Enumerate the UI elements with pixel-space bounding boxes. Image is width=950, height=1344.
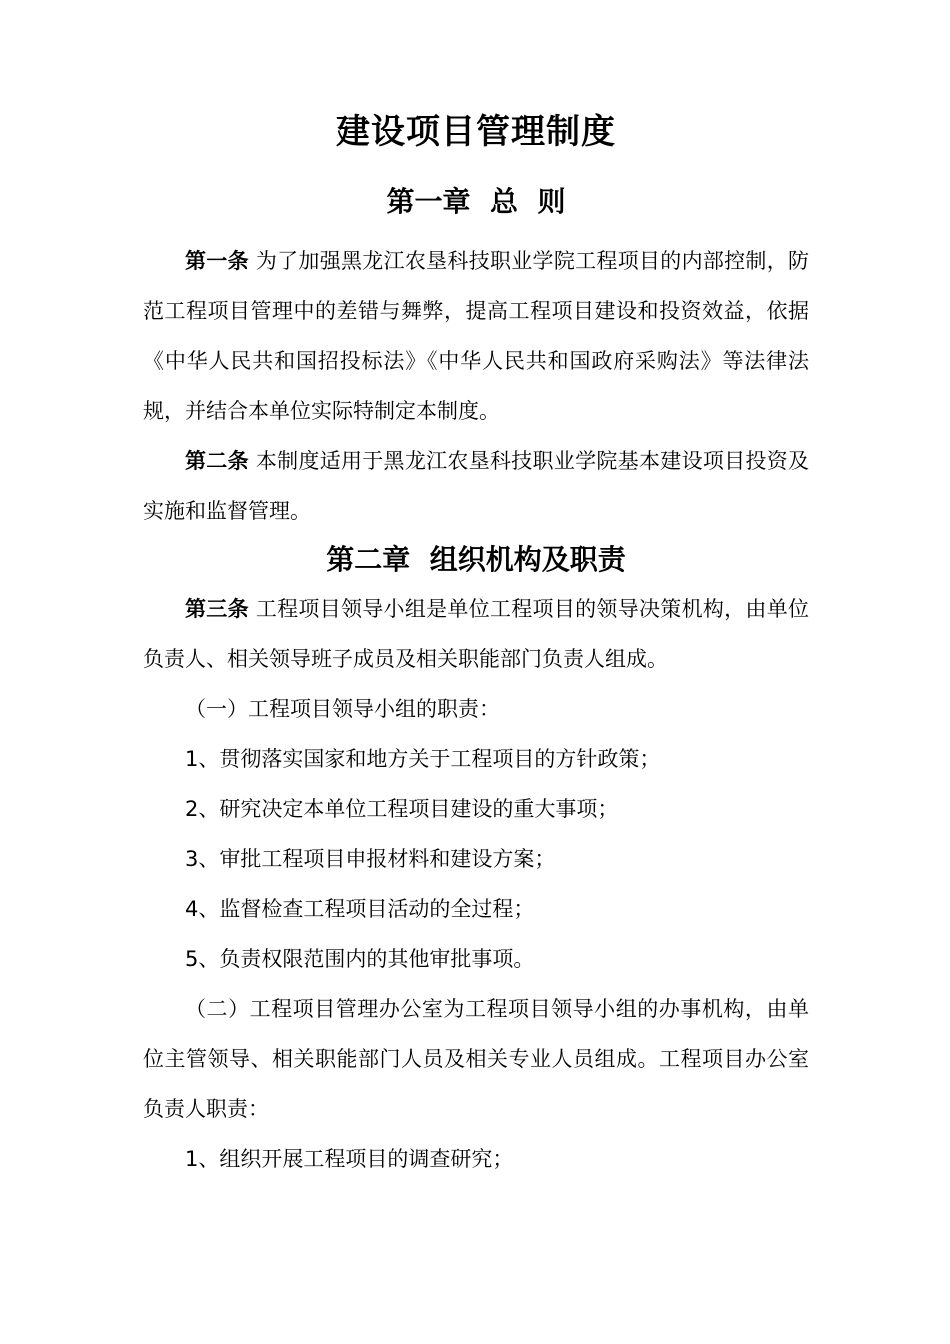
section-1-item-3: 3、审批工程项目申报材料和建设方案；: [185, 847, 556, 871]
section-1-item-5: 5、负责权限范围内的其他审批事项。: [185, 947, 535, 971]
article-3-text: 工程项目领导小组是单位工程项目的领导决策机构，由单位负责人、相关领导班子成员及相关职能部门负责人组成。: [143, 597, 810, 671]
section-2-item-1: 1、组织开展工程项目的调查研究；: [185, 1147, 514, 1171]
chapter-2-heading: 第二章 组织机构及职责: [326, 543, 626, 576]
section-1-heading: （一）工程项目领导小组的职责：: [185, 697, 500, 721]
article-1-label: 第一条: [185, 249, 249, 273]
article-1: [143, 236, 809, 436]
document-content: [143, 108, 809, 1184]
section-2-paragraph: （二）工程项目管理办公室为工程项目领导小组的办事机构，由单位主管领导、相关职能部门人员及相关专业人员组成。工程项目办公室负责人职责：: [143, 997, 809, 1121]
article-3-label: 第三条: [185, 597, 249, 621]
section-1-item-2: 2、研究决定本单位工程项目建设的重大事项；: [185, 797, 619, 821]
section-1-item-4: 4、监督检查工程项目活动的全过程；: [185, 897, 535, 921]
chapter-1-heading: 第一章 总 则: [386, 185, 566, 218]
article-2-label: 第二条: [185, 449, 249, 473]
document-title: 建设项目管理制度: [336, 112, 616, 152]
article-1-text: 为了加强黑龙江农垦科技职业学院工程项目的内部控制，防范工程项目管理中的差错与舞弊，提高工程项目建设和投资效益，依据《中华人民共和国招投标法》《中华人民共和国政府采购法》等法律法规，并结合本单位实际特制定本制度。: [143, 249, 810, 423]
section-1-item-1: 1、贯彻落实国家和地方关于工程项目的方针政策；: [185, 747, 661, 771]
article-2-text: 本制度适用于黑龙江农垦科技职业学院基本建设项目投资及实施和监督管理。: [143, 449, 810, 523]
article-2: [143, 436, 809, 536]
article-3: [143, 584, 809, 684]
